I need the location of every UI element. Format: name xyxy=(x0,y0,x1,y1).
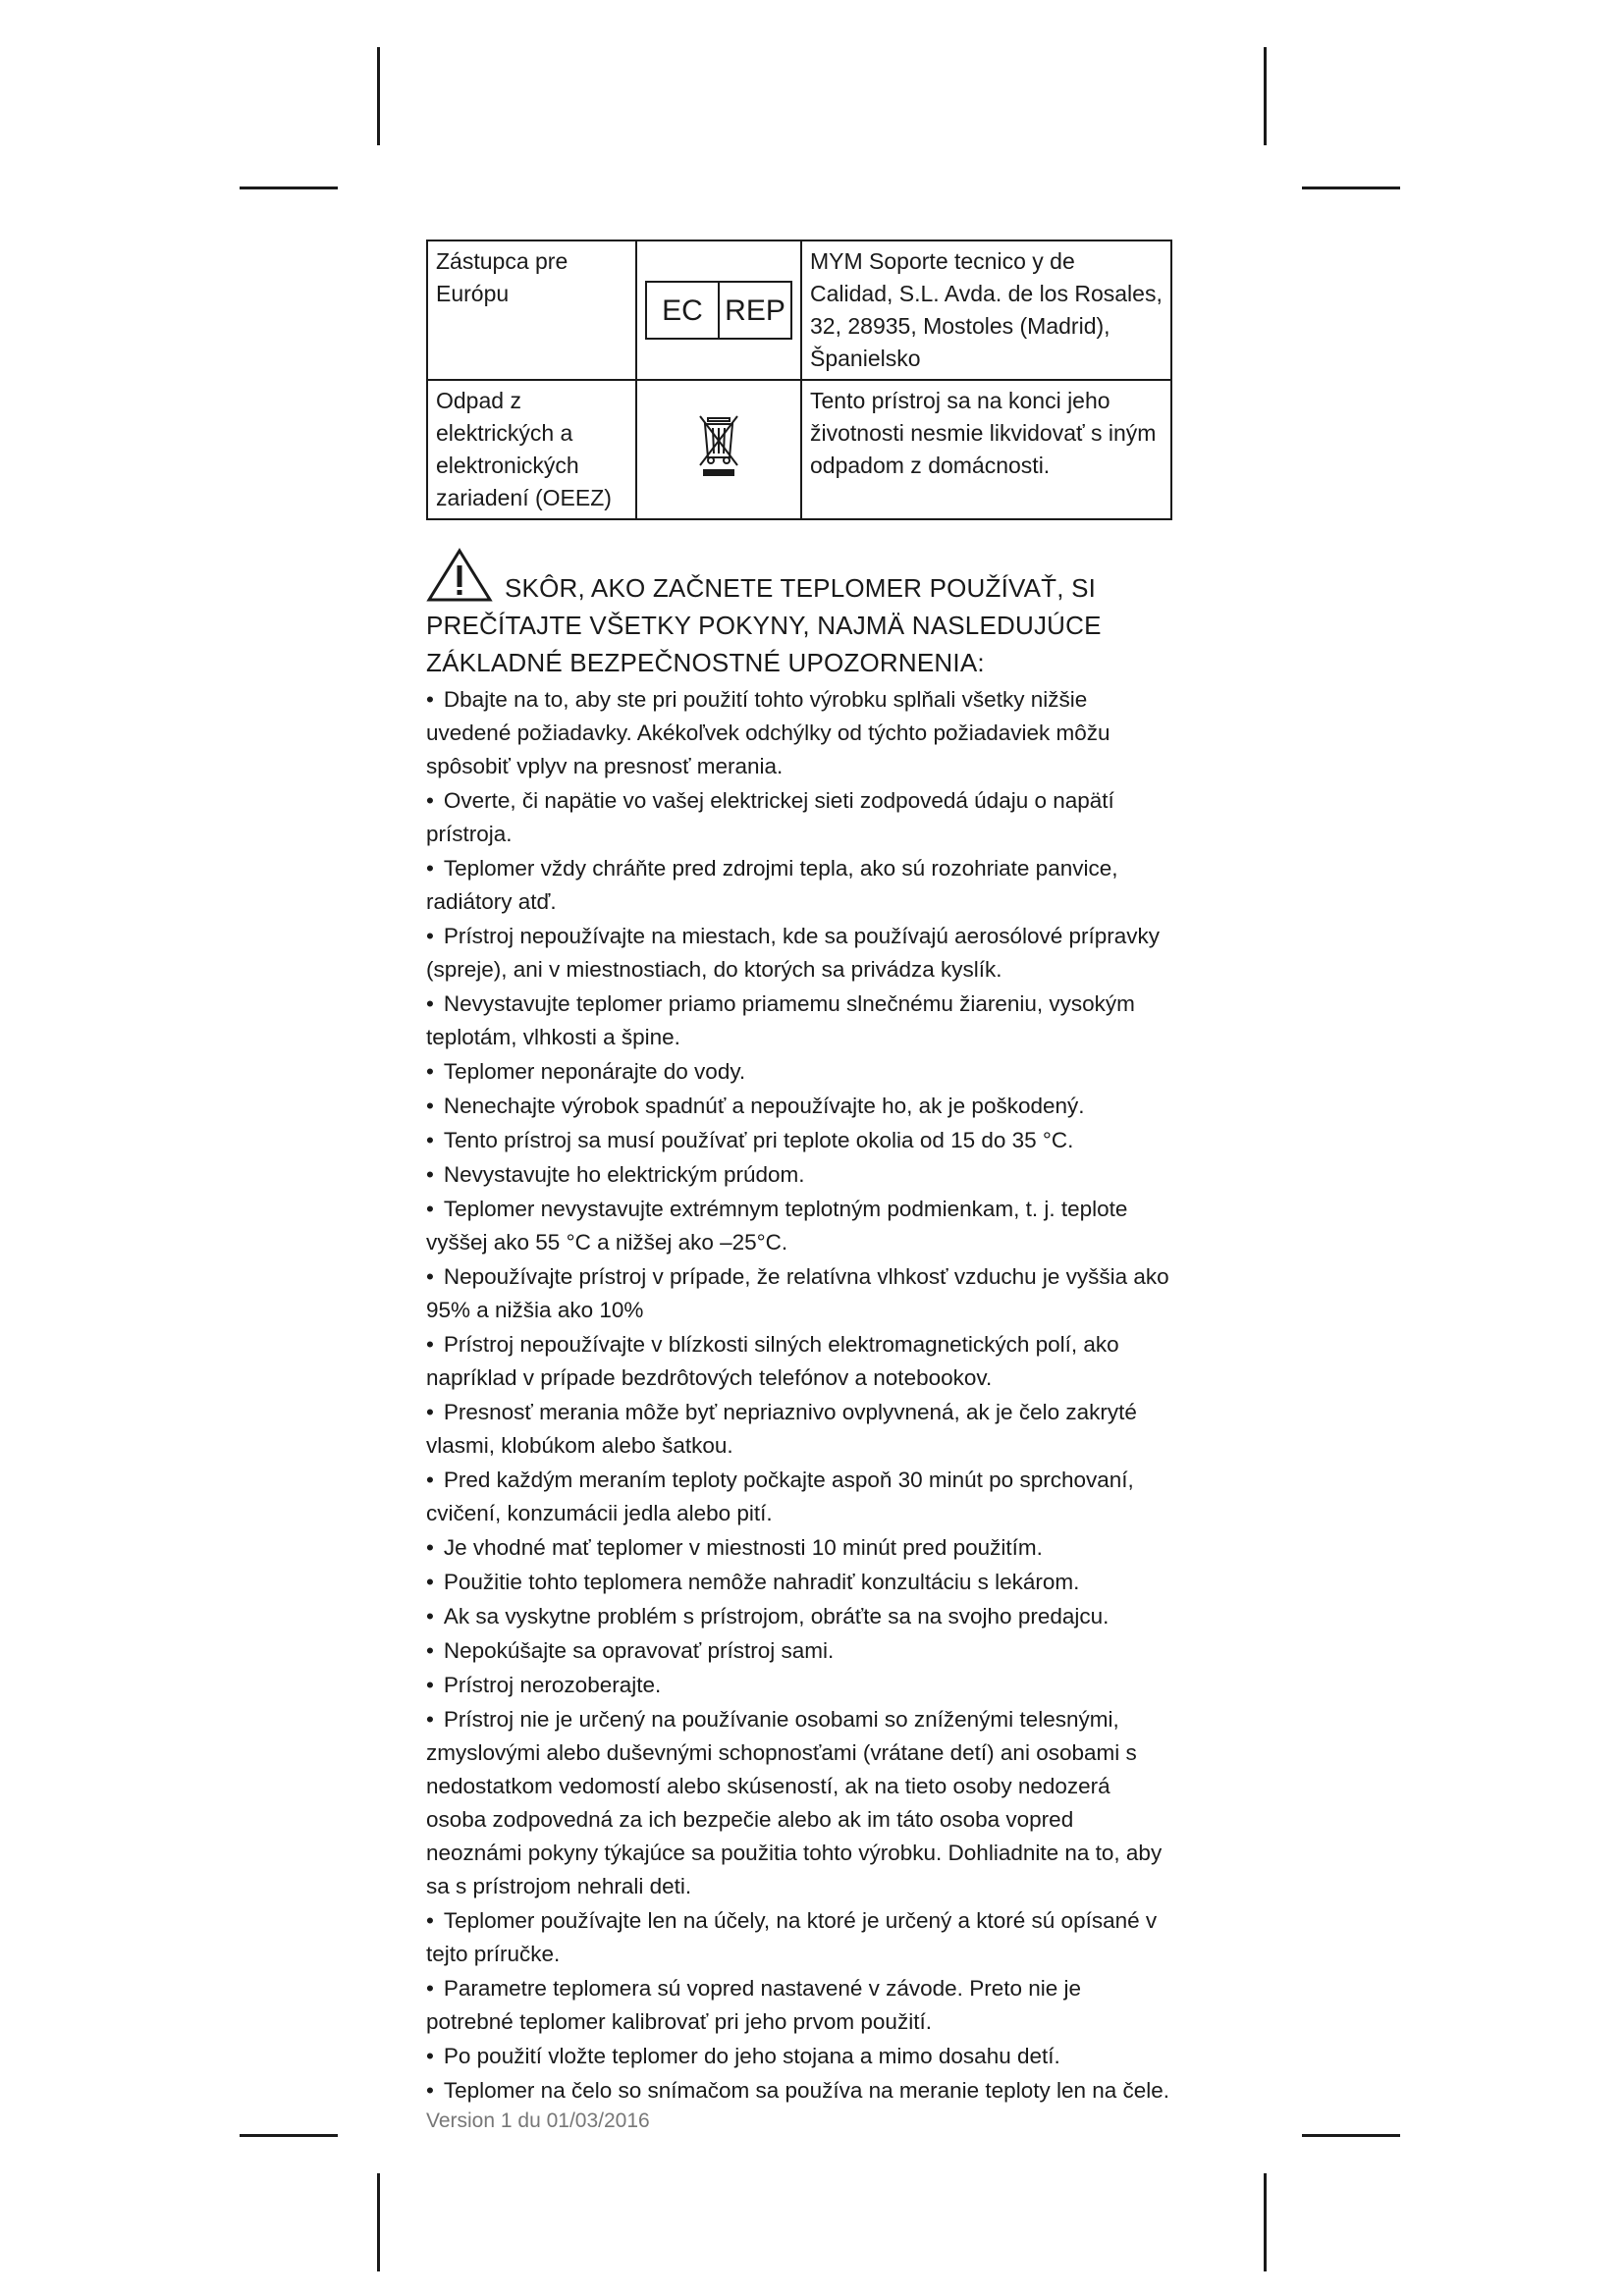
list-item: • Prístroj nepoužívajte na miestach, kde sa používajú aerosólové prípravky (spreje), ani v miestnostiach, do ktorých sa privádza kyslík. xyxy=(426,920,1172,987)
row-label: Odpad z elektrických a elektronických zariadení (OEEZ) xyxy=(427,380,636,519)
list-item: • Teplomer nevystavujte extrémnym teplotným podmienkam, t. j. teplote vyššej ako 55 °C a nižšej ako –25°C. xyxy=(426,1193,1172,1259)
row-text: Tento prístroj sa na konci jeho životnosti nesmie likvidovať s iným odpadom z domácnosti. xyxy=(801,380,1171,519)
list-item: • Nevystavujte teplomer priamo priamemu slnečnému žiareniu, vysokým teplotám, vlhkosti a špine. xyxy=(426,988,1172,1054)
crop-mark-bottom-right-vertical xyxy=(1264,2173,1267,2271)
crossed-out-wheelie-bin-icon xyxy=(697,412,740,479)
list-item: • Tento prístroj sa musí používať pri teplote okolia od 15 do 35 °C. xyxy=(426,1124,1172,1157)
list-item: • Overte, či napätie vo vašej elektrickej sieti zodpovedá údaju o napätí prístroja. xyxy=(426,784,1172,851)
table-row-weee xyxy=(427,380,1171,519)
list-item: • Teplomer používajte len na účely, na ktoré je určený a ktoré sú opísané v tejto príručke. xyxy=(426,1904,1172,1971)
row-text: MYM Soporte tecnico y de Calidad, S.L. Avda. de los Rosales, 32, 28935, Mostoles (Madrid), Španielsko xyxy=(801,240,1171,380)
list-item: • Presnosť merania môže byť nepriaznivo ovplyvnená, ak je čelo zakryté vlasmi, klobúkom alebo šatkou. xyxy=(426,1396,1172,1463)
warning-title: SKÔR, AKO ZAČNETE TEPLOMER POUŽÍVAŤ, SI PREČÍTAJTE VŠETKY POKYNY, NAJMÄ NASLEDUJÚCE ZÁKLADNÉ BEZPEČNOSTNÉ UPOZORNENIA: xyxy=(426,573,1102,677)
crop-mark-bottom-left-horizontal xyxy=(240,2134,338,2137)
crop-mark-top-left-horizontal xyxy=(240,187,338,189)
list-item: • Prístroj nie je určený na používanie osobami so zníženými telesnými, zmyslovými alebo duševnými schopnosťami (vrátane detí) ani osobami s nedostatkom vedomostí alebo skúseností, ak na tieto osoby nedozerá osoba zodpovedná za ich bezpečie alebo ak im táto osoba vopred neoznámi pokyny týkajúce sa použitia tohto výrobku. Dohliadnite na to, aby sa s prístrojom nehrali deti. xyxy=(426,1703,1172,1903)
list-item: • Dbajte na to, aby ste pri použití tohto výrobku splňali všetky nižšie uvedené požiadavky. Akékoľvek odchýlky od týchto požiadaviek môžu spôsobiť vplyv na presnosť merania. xyxy=(426,683,1172,783)
crop-mark-top-left-vertical xyxy=(377,47,380,145)
crop-mark-bottom-right-horizontal xyxy=(1302,2134,1400,2137)
info-table xyxy=(426,240,1172,520)
list-item: • Nevystavujte ho elektrickým prúdom. xyxy=(426,1158,1172,1192)
document-content xyxy=(426,240,1172,2133)
list-item: • Použitie tohto teplomera nemôže nahradiť konzultáciu s lekárom. xyxy=(426,1566,1172,1599)
list-item: • Teplomer vždy chráňte pred zdrojmi tepla, ako sú rozohriate panvice, radiátory atď. xyxy=(426,852,1172,919)
list-item: • Pred každým meraním teploty počkajte aspoň 30 minút po sprchovaní, cvičení, konzumácii jedla alebo pití. xyxy=(426,1464,1172,1530)
table-row-representative xyxy=(427,240,1171,380)
ec-rep-symbol-cell xyxy=(636,240,801,380)
list-item: • Teplomer na čelo so snímačom sa používa na meranie teploty len na čele. xyxy=(426,2074,1172,2108)
crop-mark-top-right-horizontal xyxy=(1302,187,1400,189)
list-item: • Po použití vložte teplomer do jeho stojana a mimo dosahu detí. xyxy=(426,2040,1172,2073)
crop-mark-top-right-vertical xyxy=(1264,47,1267,145)
crop-mark-bottom-left-vertical xyxy=(377,2173,380,2271)
version-text: Version 1 du 01/03/2016 xyxy=(426,2109,650,2132)
list-item: • Nepoužívajte prístroj v prípade, že relatívna vlhkosť vzduchu je vyššia ako 95% a nižšia ako 10% xyxy=(426,1260,1172,1327)
warning-heading xyxy=(426,548,1172,681)
ec-rep-icon: EC REP xyxy=(645,281,792,340)
row-label: Zástupca pre Európu xyxy=(427,240,636,380)
warning-triangle-icon xyxy=(426,548,493,603)
list-item: • Prístroj nepoužívajte v blízkosti silných elektromagnetických polí, ako napríklad v prípade bezdrôtových telefónov a notebookov. xyxy=(426,1328,1172,1395)
list-item: • Parametre teplomera sú vopred nastavené v závode. Preto nie je potrebné teplomer kalibrovať pri jeho prvom použití. xyxy=(426,1972,1172,2039)
list-item: • Nenechajte výrobok spadnúť a nepoužívajte ho, ak je poškodený. xyxy=(426,1090,1172,1123)
list-item: • Teplomer neponárajte do vody. xyxy=(426,1055,1172,1089)
list-item: • Ak sa vyskytne problém s prístrojom, obráťte sa na svojho predajcu. xyxy=(426,1600,1172,1633)
list-item: • Je vhodné mať teplomer v miestnosti 10 minút pred použitím. xyxy=(426,1531,1172,1565)
weee-symbol-cell xyxy=(636,380,801,519)
safety-rules-list xyxy=(426,683,1172,2108)
list-item: • Prístroj nerozoberajte. xyxy=(426,1669,1172,1702)
list-item: • Nepokúšajte sa opravovať prístroj sami. xyxy=(426,1634,1172,1668)
